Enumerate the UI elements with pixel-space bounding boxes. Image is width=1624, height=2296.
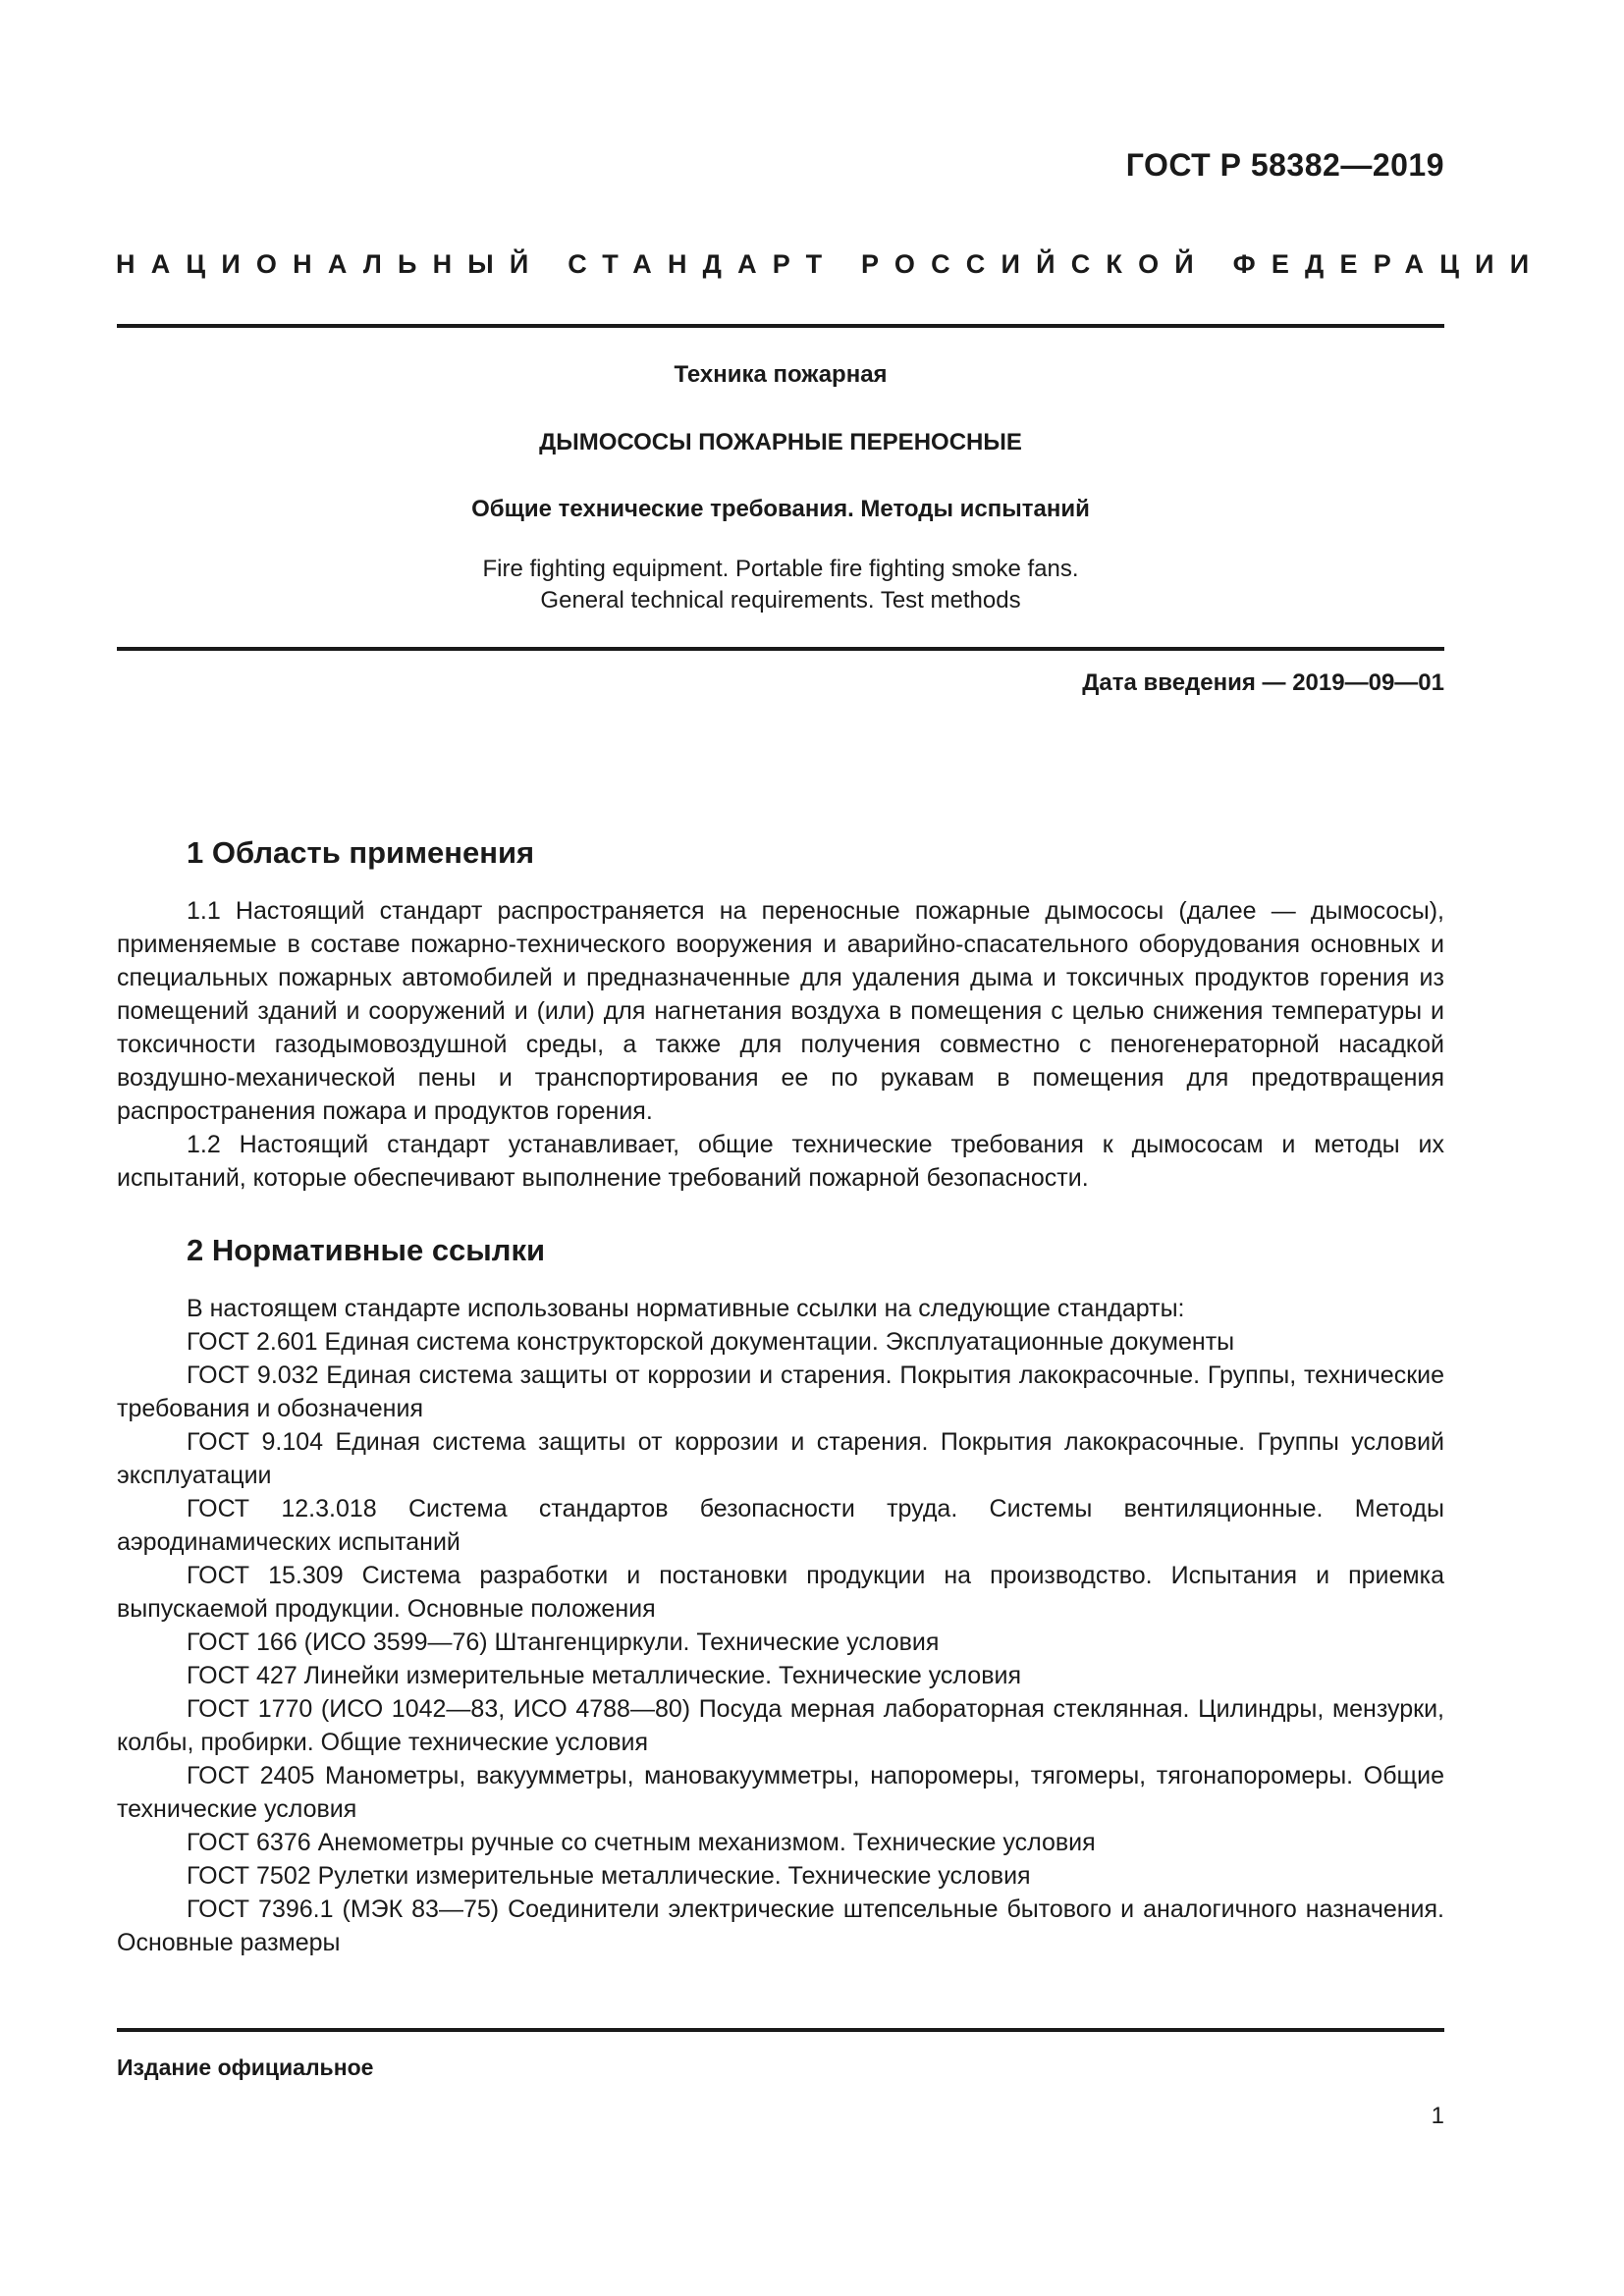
title-subtitle: Общие технические требования. Методы испытаний [471,496,1090,522]
reference-item: ГОСТ 166 (ИСО 3599—76) Штангенциркули. Технические условия [187,1629,940,1656]
national-standard-title: НАЦИОНАЛЬНЫЙ СТАНДАРТ РОССИЙСКОЙ ФЕДЕРАЦИИ [116,249,1545,279]
header-rule [117,324,1444,328]
reference-item: ГОСТ 2405 Манометры, вакуумметры, мановакуумметры, напоромеры, тягомеры, тягонапоромеры. Общие технические условия [117,1762,1444,1823]
reference-item: ГОСТ 12.3.018 Система стандартов безопасности труда. Системы вентиляционные. Методы аэродинамических испытаний [117,1495,1444,1556]
document-number: ГОСТ Р 58382—2019 [1125,147,1444,183]
reference-item: ГОСТ 7396.1 (МЭК 83—75) Соединители электрические штепсельные бытового и аналогичного назначения. Основные размеры [117,1896,1444,1956]
reference-item: ГОСТ 427 Линейки измерительные металлические. Технические условия [187,1662,1021,1689]
reference-item: ГОСТ 15.309 Система разработки и постановки продукции на производство. Испытания и приемка выпускаемой продукции. Основные положения [117,1562,1444,1623]
introduction-date: Дата введения — 2019—09—01 [1082,669,1444,696]
title-english-line-2: General technical requirements. Test methods [540,587,1021,614]
paragraph: 1.2 Настоящий стандарт устанавливает, общие технические требования к дымососам и методы их испытаний, которые обеспечивают выполнение требований пожарной безопасности. [117,1131,1444,1192]
title-topic: Техника пожарная [674,361,888,388]
edition-label: Издание официальное [117,2055,374,2080]
page-number: 1 [1431,2103,1444,2129]
section-body [117,894,1444,1195]
section-body [117,1292,1444,1959]
reference-item: ГОСТ 9.104 Единая система защиты от коррозии и старения. Покрытия лакокрасочные. Группы условий эксплуатации [117,1428,1444,1489]
title-main: ДЫМОСОСЫ ПОЖАРНЫЕ ПЕРЕНОСНЫЕ [539,429,1022,455]
paragraph: 1.1 Настоящий стандарт распространяется на переносные пожарные дымососы (далее — дымососы), применяемые в составе пожарно-технического вооружения и аварийно-спасательного оборудования основных и специальных пожарных автомобилей и предназначенные для удаления дыма и токсичных продуктов горения из помещений зданий и сооружений и (или) для нагнетания воздуха в помещения с целью снижения температуры и токсичности газодымовоздушной среды, а также для получения совместно с пеногенераторной насадкой воздушно-механической пены и транспортирования ее по рукавам в помещения для предотвращения распространения пожара и продуктов горения. [117,897,1444,1125]
reference-item: ГОСТ 6376 Анемометры ручные со счетным механизмом. Технические условия [187,1829,1096,1856]
reference-item: ГОСТ 9.032 Единая система защиты от коррозии и старения. Покрытия лакокрасочные. Группы, технические требования и обозначения [117,1362,1444,1422]
reference-item: ГОСТ 2.601 Единая система конструкторской документации. Эксплуатационные документы [187,1328,1235,1356]
title-english-line-1: Fire fighting equipment. Portable fire fighting smoke fans. [482,556,1079,582]
reference-item: ГОСТ 1770 (ИСО 1042—83, ИСО 4788—80) Посуда мерная лабораторная стеклянная. Цилиндры, мензурки, колбы, пробирки. Общие технические условия [117,1695,1444,1756]
footer-rule [117,2028,1444,2032]
section-heading: 2 Нормативные ссылки [187,1233,546,1267]
reference-item: ГОСТ 7502 Рулетки измерительные металлические. Технические условия [187,1862,1031,1890]
paragraph: В настоящем стандарте использованы нормативные ссылки на следующие стандарты: [187,1295,1185,1322]
title-block-rule [117,647,1444,651]
section-heading: 1 Область применения [187,835,535,870]
